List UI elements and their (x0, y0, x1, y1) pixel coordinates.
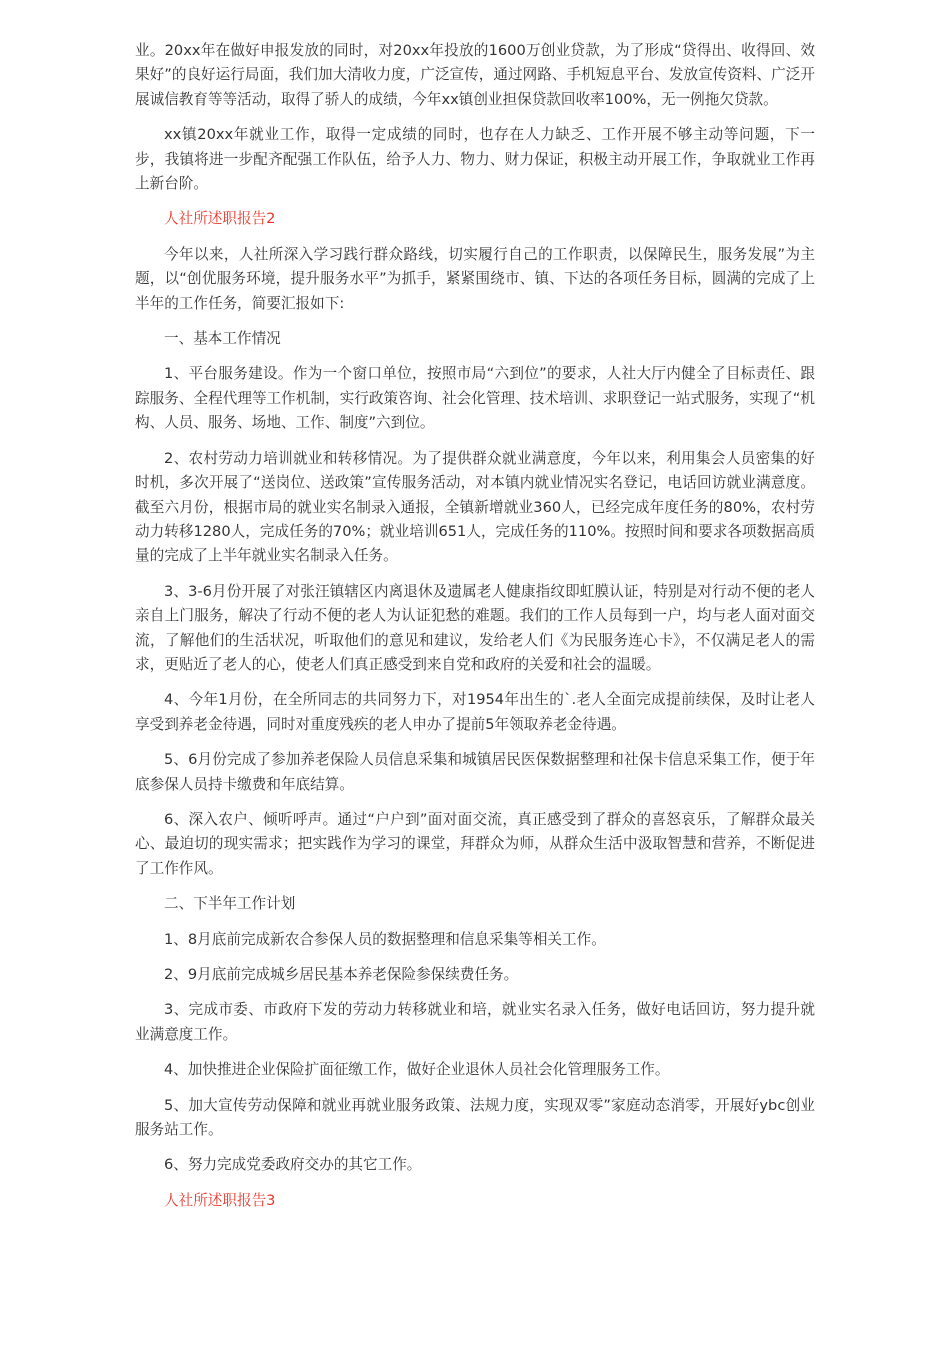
list-item: 1、8月底前完成新农合参保人员的数据整理和信息采集等相关工作。 (164, 930, 606, 948)
report-heading-3[interactable]: 人社所述职报告3 (164, 1191, 276, 1209)
report-heading-2[interactable]: 人社所述职报告2 (164, 210, 276, 228)
list-item: 2、农村劳动力培训就业和转移情况。为了提供群众就业满意度，今年以来，利用集会人员密集的好时机，多次开展了“送岗位、送政策”宣传服务活动，对本镇内就业情况实名登记，电话回访就业满意度。截至六月份，根据市局的就业实名制录入通报，全镇新增就业360人，已经完成年度任务的80%，农村劳动力转移1280人，完成任务的70%；就业培训651人，完成任务的110%。按照时间和要求各项数据高质量的完成了上半年就业实名制录入任务。 (135, 449, 815, 565)
list-item: 2、9月底前完成城乡居民基本养老保险参保续费任务。 (164, 966, 519, 983)
section-heading-basic-work: 一、基本工作情况 (164, 330, 281, 348)
paragraph-intro: 今年以来，人社所深入学习践行群众路线，切实履行自己的工作职责，以保障民生，服务发展”为主题，以“创优服务环境，提升服务水平”为抓手，紧紧围绕市、镇、下达的各项任务目标，圆满的完成了上半年的工作任务，简要汇报如下: (135, 245, 815, 312)
list-item: 5、6月份完成了参加养老保险人员信息采集和城镇居民医保数据整理和社保卡信息采集工作，便于年底参保人员持卡缴费和年底结算。 (135, 751, 815, 793)
list-item: 6、努力完成党委政府交办的其它工作。 (164, 1156, 422, 1174)
list-item: 4、加快推进企业保险扩面征缴工作，做好企业退休人员社会化管理服务工作。 (164, 1061, 670, 1079)
paragraph-continued: 业。20xx年在做好申报发放的同时，对20xx年投放的1600万创业贷款，为了形成“贷得出、收得回、效果好”的良好运行局面，我们加大清收力度，广泛宣传，通过网路、手机短息平台、发放宣传资料、广泛开展诚信教育等等活动，取得了骄人的成绩，今年xx镇创业担保贷款回收率100%，无一例拖欠贷款。 (135, 42, 815, 108)
paragraph-summary: xx镇20xx年就业工作，取得一定成绩的同时，也存在人力缺乏、工作开展不够主动等问题，下一步，我镇将进一步配齐配强工作队伍，给予人力、物力、财力保证，积极主动开展工作，争取就业工作再上新台阶。 (135, 126, 815, 193)
list-item: 5、加大宣传劳动保障和就业再就业服务政策、法规力度，实现双零”家庭动态消零，开展好ybc创业服务站工作。 (135, 1096, 815, 1139)
list-item: 3、完成市委、市政府下发的劳动力转移就业和培，就业实名录入任务，做好电话回访，努力提升就业满意度工作。 (135, 1001, 815, 1043)
list-item: 4、今年1月份，在全所同志的共同努力下，对1954年出生的`.老人全面完成提前续保，及时让老人享受到养老金待遇，同时对重度残疾的老人申办了提前5年领取养老金待遇。 (135, 691, 815, 733)
section-heading-work-plan: 二、下半年工作计划 (164, 895, 296, 913)
document-body (135, 39, 815, 1224)
list-item: 6、深入农户、倾听呼声。通过“户户到”面对面交流，真正感受到了群众的喜怒哀乐，了解群众最关心、最迫切的现实需求；把实践作为学习的课堂，拜群众为师，从群众生活中汲取智慧和营养，不断促进了工作作风。 (135, 810, 815, 877)
list-item: 1、平台服务建设。作为一个窗口单位，按照市局“六到位”的要求，人社大厅内健全了目标责任、跟踪服务、全程代理等工作机制，实行政策咨询、社会化管理、技术培训、求职登记一站式服务，实现了“机构、人员、服务、场地、工作、制度”六到位。 (135, 365, 815, 432)
list-item: 3、3-6月份开展了对张汪镇辖区内离退休及遗属老人健康指纹即虹膜认证，特别是对行动不便的老人亲自上门服务，解决了行动不便的老人为认证犯愁的难题。我们的工作人员每到一户，均与老人面对面交流，了解他们的生活状况，听取他们的意见和建议，发给老人们《为民服务连心卡》，不仅满足老人的需求，更贴近了老人的心，使老人们真正感受到来自党和政府的关爱和社会的温暖。 (135, 582, 815, 673)
